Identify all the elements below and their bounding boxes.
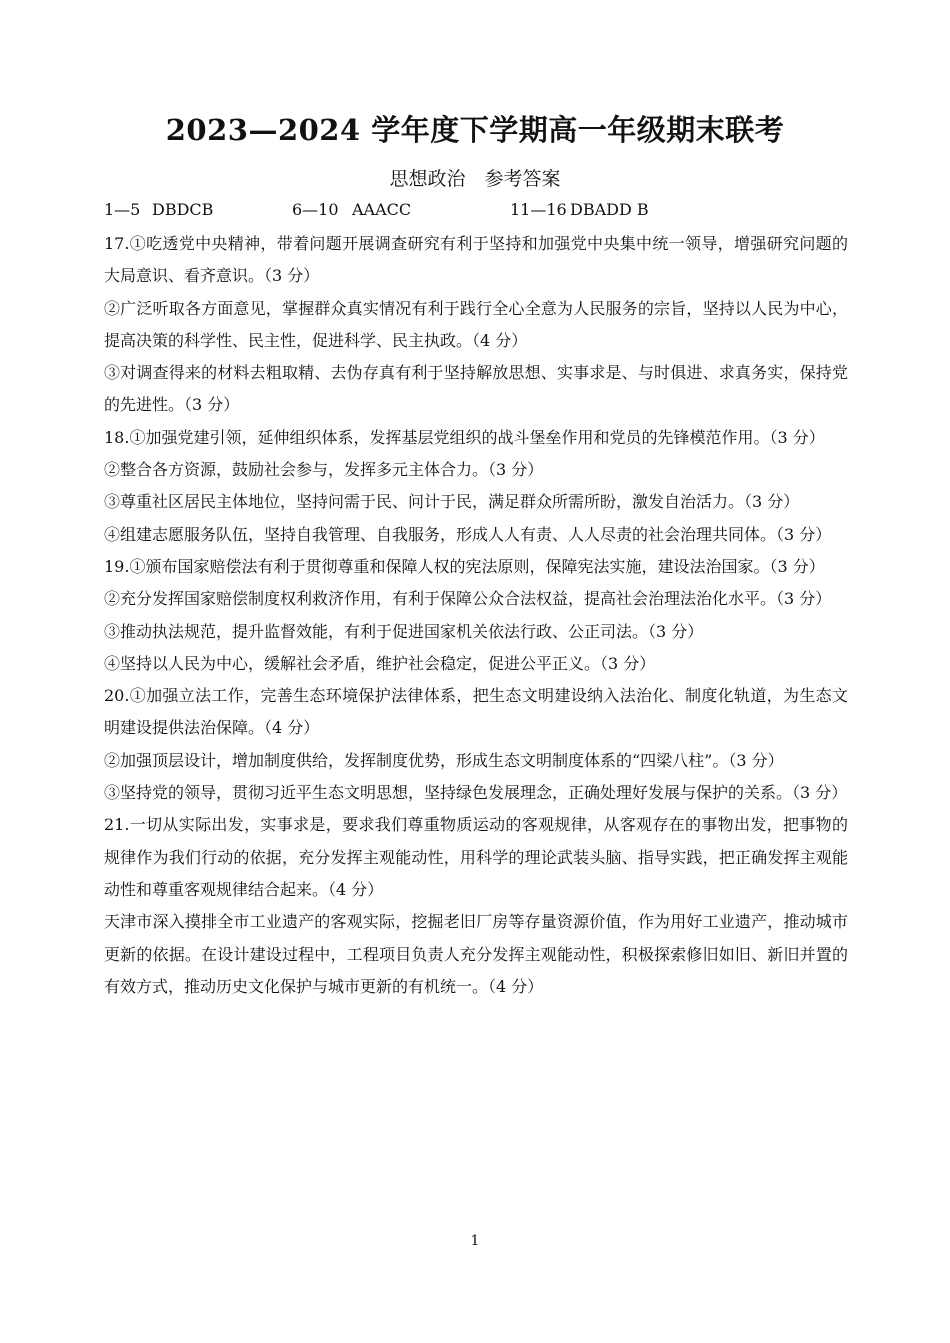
answer-letters: DBDCB — [152, 200, 214, 219]
answer-paragraph: ④坚持以人民为中心，缓解社会矛盾，维护社会稳定，促进公平正义。（3 分） — [104, 653, 656, 673]
answer-body — [104, 228, 848, 1003]
page-title: 2023—2024 学年度下学期高一年级期末联考 — [165, 113, 785, 147]
answer-paragraph: ②广泛听取各方面意见，掌握群众真实情况有利于践行全心全意为人民服务的宗旨，坚持以人民为中心，提高决策的科学性、民主性，促进科学、民主执政。（4 分） — [104, 298, 848, 350]
page-number: 1 — [470, 1233, 480, 1249]
answer-paragraph: ③推动执法规范，提升监督效能，有利于促进国家机关依法行政、公正司法。（3 分） — [104, 621, 704, 641]
answer-paragraph: 17.①吃透党中央精神，带着问题开展调查研究有利于坚持和加强党中央集中统一领导，增强研究问题的大局意识、看齐意识。（3 分） — [104, 234, 848, 286]
answer-paragraph: 20.①加强立法工作，完善生态环境保护法律体系，把生态文明建设纳入法治化、制度化轨道，为生态文明建设提供法治保障。（4 分） — [104, 686, 848, 738]
page-subtitle: 思想政治 参考答案 — [389, 168, 561, 190]
answer-paragraph: ②加强顶层设计，增加制度供给，发挥制度优势，形成生态文明制度体系的“四梁八柱”。（3 分） — [104, 750, 784, 770]
answer-paragraph: ④组建志愿服务队伍，坚持自我管理、自我服务，形成人人有责、人人尽责的社会治理共同体。（3 分） — [104, 524, 832, 544]
answer-paragraph: ②整合各方资源，鼓励社会参与，发挥多元主体合力。（3 分） — [104, 460, 544, 480]
answer-paragraph: 天津市深入摸排全市工业遗产的客观实际，挖掘老旧厂房等存量资源价值，作为用好工业遗产，推动城市更新的依据。在设计建设过程中，工程项目负责人充分发挥主观能动性，积极探索修旧如旧、新旧并置的有效方式，推动历史文化保护与城市更新的有机统一。（4 分） — [104, 912, 848, 996]
answer-paragraph: ③对调查得来的材料去粗取精、去伪存真有利于坚持解放思想、实事求是、与时俱进、求真务实，保持党的先进性。（3 分） — [104, 363, 848, 415]
answer-range: 1—5 — [104, 200, 141, 219]
answer-paragraph: ③坚持党的领导，贯彻习近平生态文明思想，坚持绿色发展理念，正确处理好发展与保护的关系。（3 分） — [104, 783, 848, 803]
answer-paragraph: 21.一切从实际出发，实事求是，要求我们尊重物质运动的客观规律，从客观存在的事物出发，把事物的规律作为我们行动的依据，充分发挥主观能动性，用科学的理论武装头脑、指导实践，把正确发挥主观能动性和尊重客观规律结合起来。（4 分） — [104, 815, 848, 899]
answer-letters: DBADD B — [570, 200, 649, 219]
answer-range: 6—10 — [292, 200, 339, 219]
answer-range: 11—16 — [510, 200, 567, 219]
answer-paragraph: 19.①颁布国家赔偿法有利于贯彻尊重和保障人权的宪法原则，保障宪法实施，建设法治国家。（3 分） — [104, 556, 825, 576]
answer-paragraph: ②充分发挥国家赔偿制度权利救济作用，有利于保障公众合法权益，提高社会治理法治化水平。（3 分） — [104, 589, 832, 609]
choice-answers-line — [104, 200, 649, 219]
answer-letters: AAACC — [352, 200, 412, 219]
answer-paragraph: ③尊重社区居民主体地位，坚持问需于民、问计于民，满足群众所需所盼，激发自治活力。（3 分） — [104, 492, 800, 512]
answer-paragraph: 18.①加强党建引领，延伸组织体系，发挥基层党组织的战斗堡垒作用和党员的先锋模范作用。（3 分） — [104, 427, 825, 447]
